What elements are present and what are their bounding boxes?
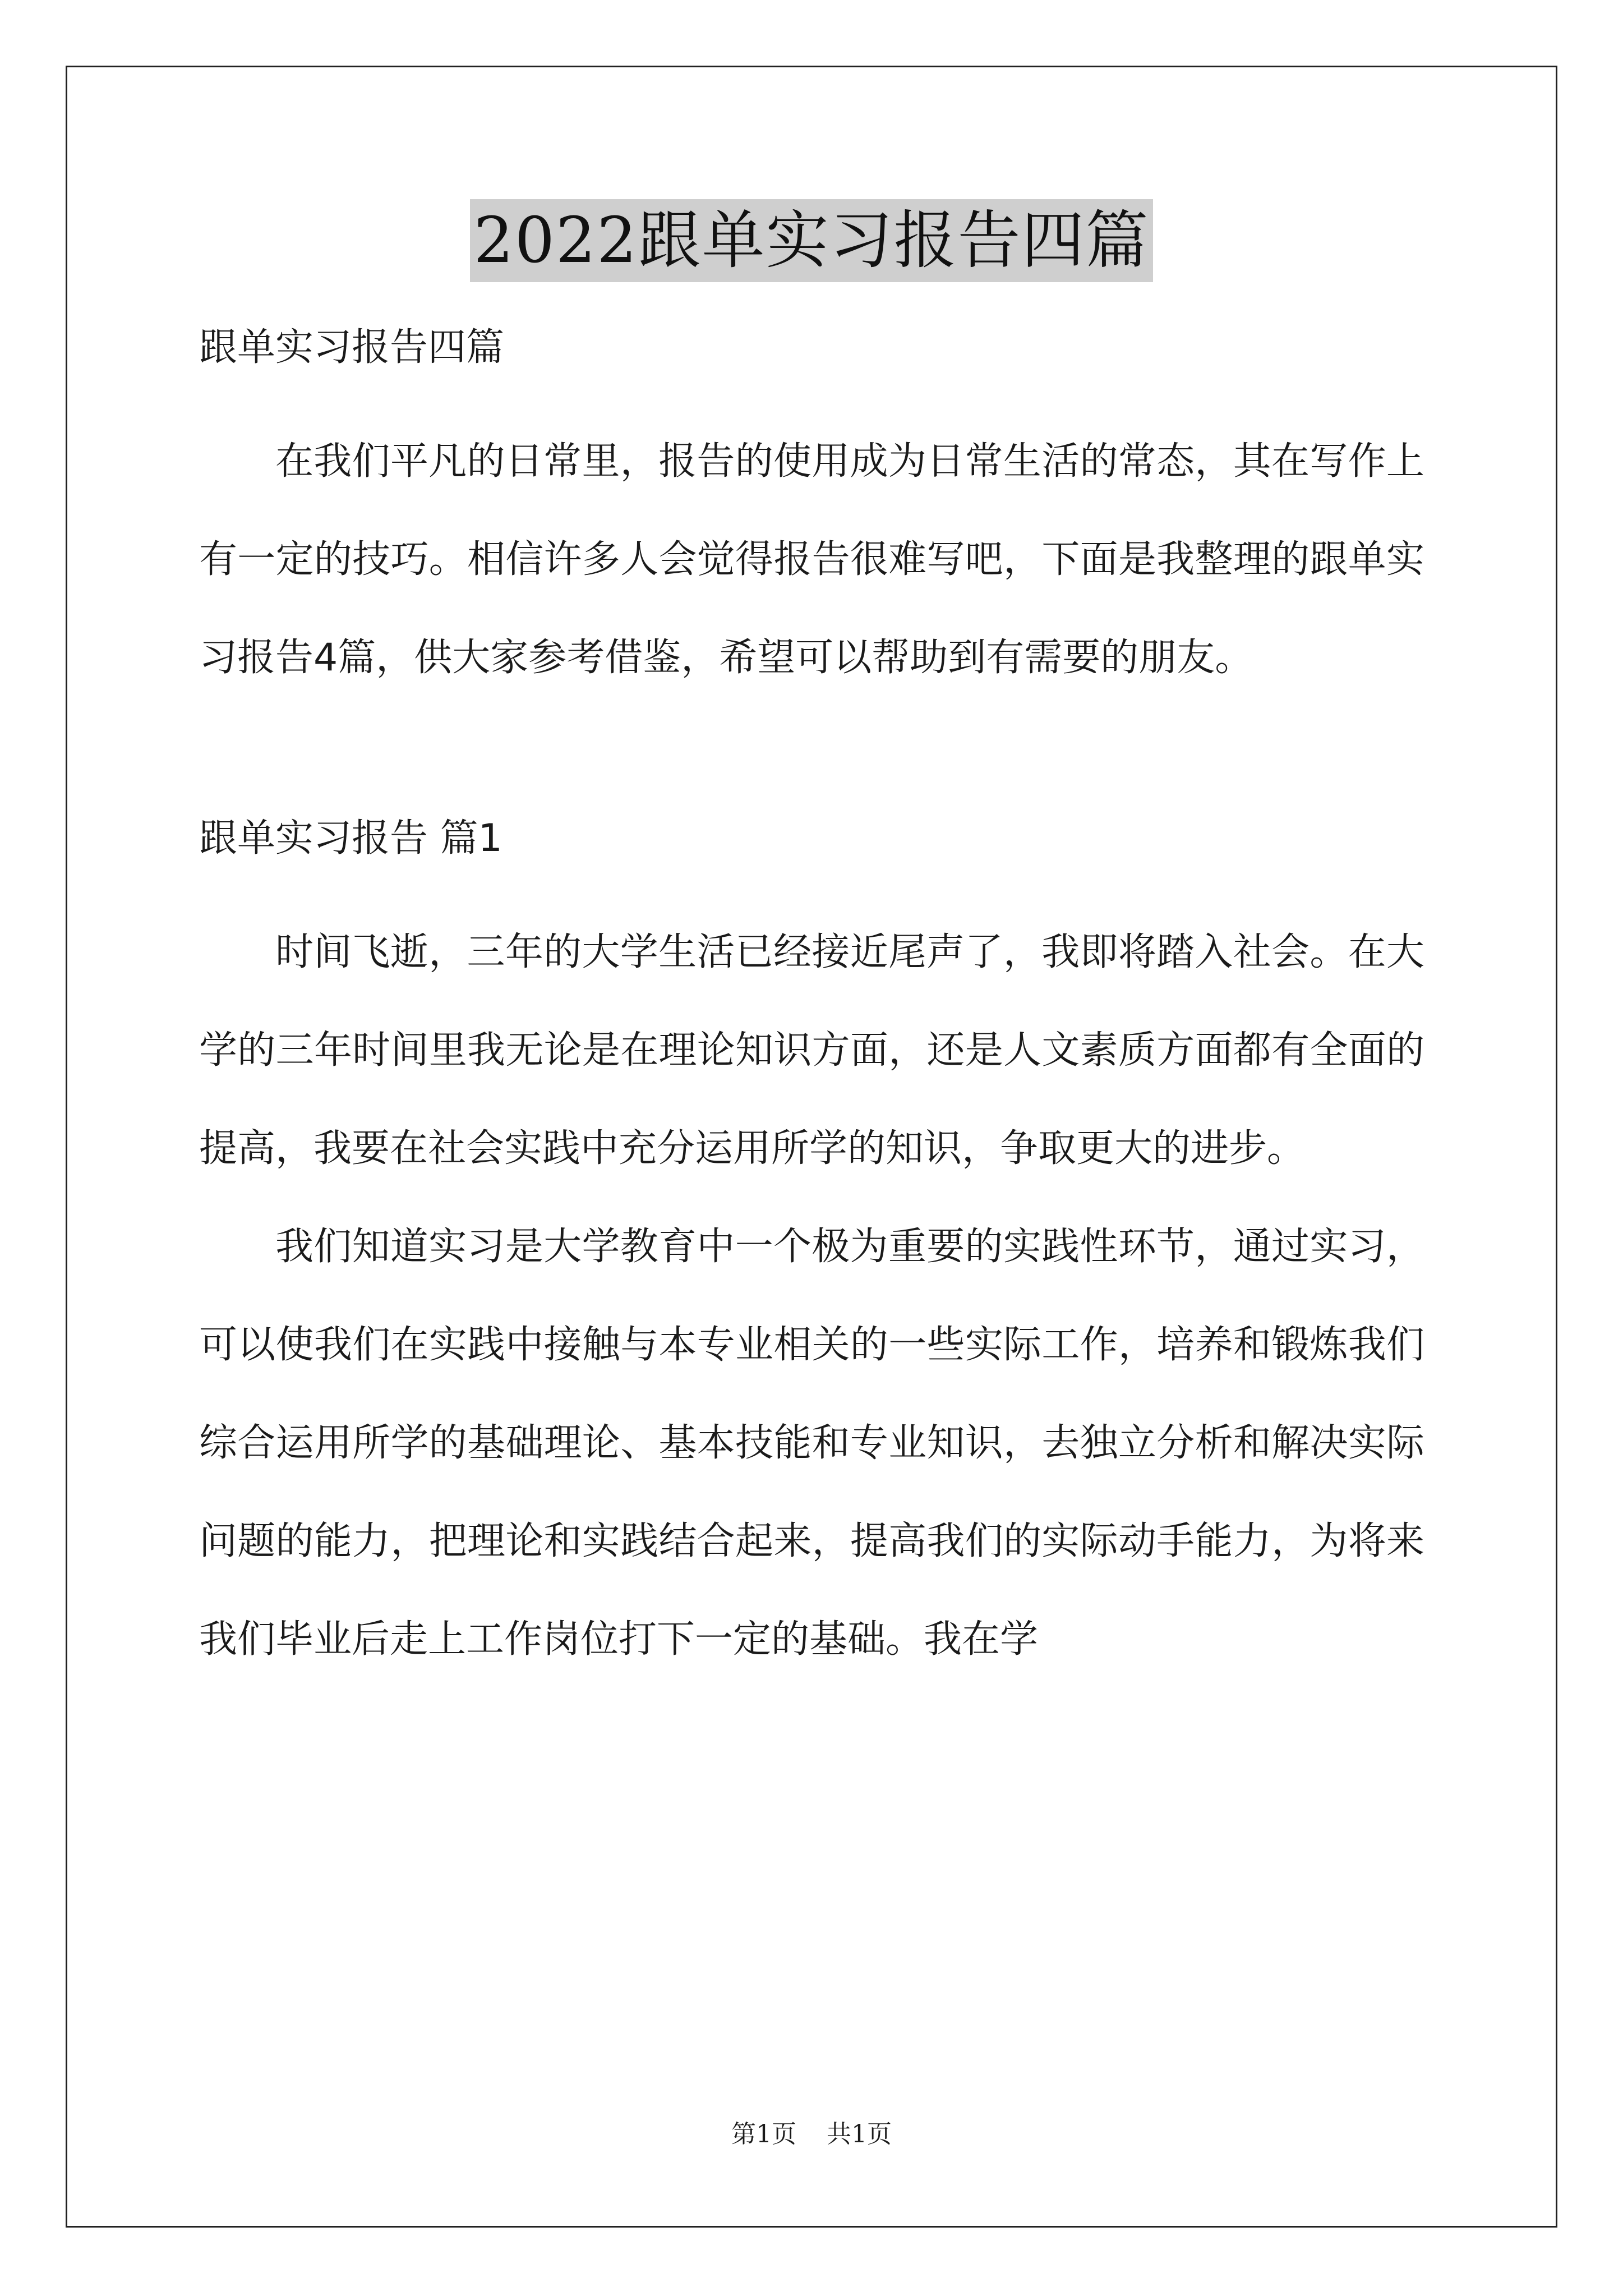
page-number: 第1页 xyxy=(731,2120,796,2148)
document-body xyxy=(199,314,1424,1688)
document-title: 2022跟单实习报告四篇 xyxy=(470,199,1152,282)
intro-paragraph: 在我们平凡的日常里，报告的使用成为日常生活的常态，其在写作上有一定的技巧。相信许多人会觉得报告很难写吧，下面是我整理的跟单实习报告4篇，供大家参考借鉴，希望可以帮助到有需要的朋友。 xyxy=(199,439,1424,680)
section-1-paragraph-2: 我们知道实习是大学教育中一个极为重要的实践性环节，通过实习，可以使我们在实践中接触与本专业相关的一些实际工作，培养和锻炼我们综合运用所学的基础理论、基本技能和专业知识，去独立分析和解决实际问题的能力，把理论和实践结合起来，提高我们的实际动手能力，为将来我们毕业后走上工作岗位打下一定的基础。我在学 xyxy=(199,1225,1424,1662)
section-1-heading: 跟单实习报告 篇1 xyxy=(199,816,502,861)
page-footer xyxy=(0,2118,1623,2151)
title-container xyxy=(0,199,1623,282)
section-1-paragraph-1: 时间飞逝，三年的大学生活已经接近尾声了，我即将踏入社会。在大学的三年时间里我无论是在理论知识方面，还是人文素质方面都有全面的提高，我要在社会实践中充分运用所学的知识，争取更大的进步。 xyxy=(199,930,1424,1171)
intro-heading: 跟单实习报告四篇 xyxy=(199,325,505,370)
page-total: 共1页 xyxy=(827,2120,892,2148)
